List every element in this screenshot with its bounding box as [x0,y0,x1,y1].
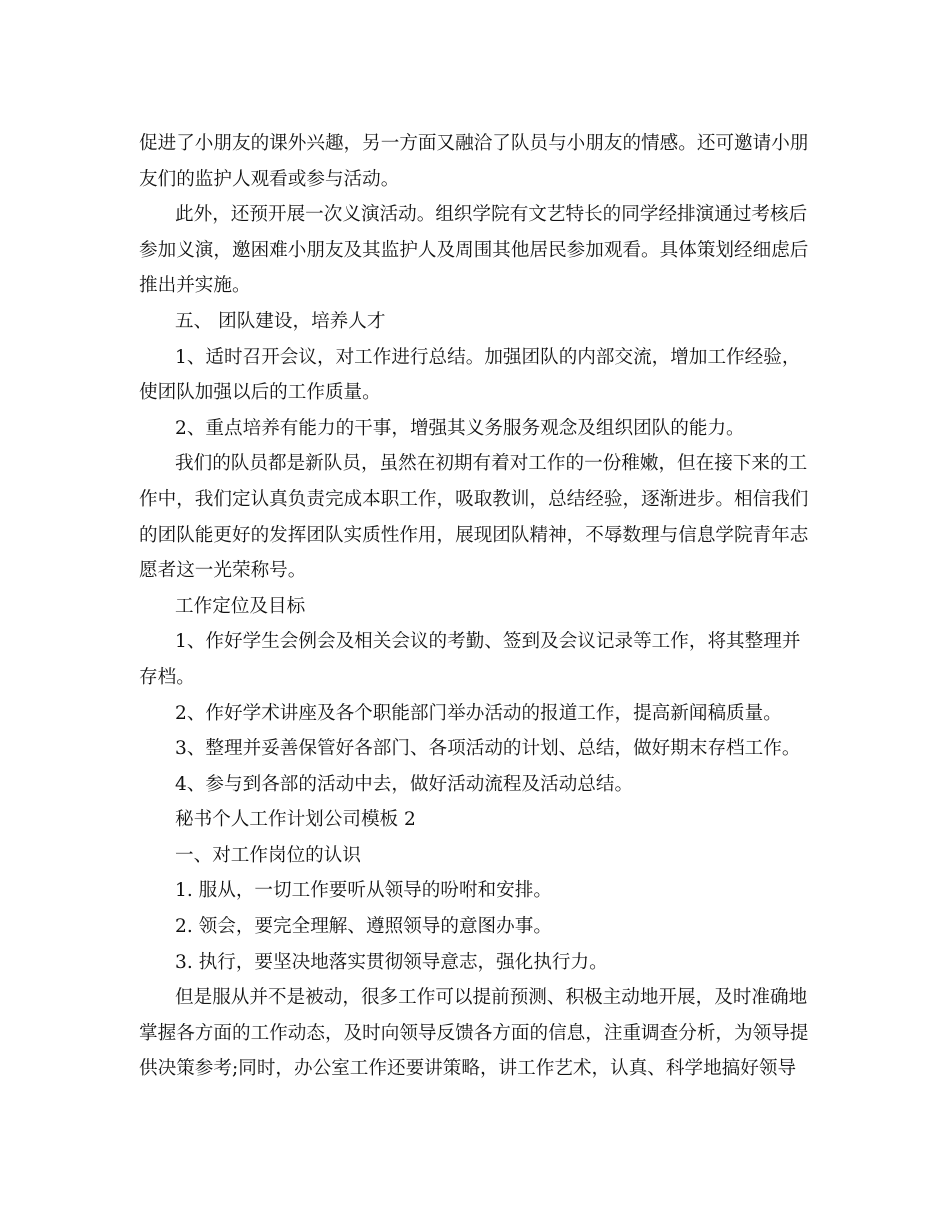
paragraph-line: 使团队加强以后的工作质量。 [139,382,381,404]
section-heading: 五、 团队建设，培养人才 [175,310,386,332]
document-body [139,126,819,1087]
section-heading: 一、对工作岗位的认识 [175,844,361,866]
paragraph-line: 2、重点培养有能力的干事，增强其义务服务观念及组织团队的能力。 [175,417,745,439]
paragraph-line: 推出并实施。 [139,275,251,297]
section-heading: 工作定位及目标 [175,595,306,617]
paragraph-line: 3. 执行，要坚决地落实贯彻领导意志，强化执行力。 [175,951,608,973]
paragraph-line: 2、作好学术讲座及各个职能部门举办活动的报道工作，提高新闻稿质量。 [175,702,782,724]
paragraph-line: 存档。 [139,666,195,688]
paragraph-line: 的团队能更好的发挥团队实质性作用，展现团队精神，不辱数理与信息学院青年志 [139,524,809,546]
paragraph-line: 供决策参考;同时，办公室工作还要讲策略，讲工作艺术，认真、科学地搞好领导 [139,1058,797,1080]
paragraph-line: 此外，还预开展一次义演活动。组织学院有文艺特长的同学经排演通过考核后 [175,204,808,226]
paragraph-line: 4、参与到各部的活动中去，做好活动流程及活动总结。 [175,773,634,795]
paragraph-line: 愿者这一光荣称号。 [139,560,307,582]
paragraph-line: 1、适时召开会议，对工作进行总结。加强团队的内部交流，增加工作经验， [175,346,801,368]
paragraph-line: 作中，我们定认真负责完成本职工作，吸取教训，总结经验，逐渐进步。相信我们 [139,488,809,510]
paragraph-line: 友们的监护人观看或参与活动。 [139,168,400,190]
paragraph-line: 1. 服从，一切工作要听从领导的吩咐和安排。 [175,880,552,902]
paragraph-line: 1、作好学生会例会及相关会议的考勤、签到及会议记录等工作，将其整理并 [175,631,801,653]
paragraph-line: 但是服从并不是被动，很多工作可以提前预测、积极主动地开展，及时准确地 [175,987,808,1009]
paragraph-line: 2. 领会，要完全理解、遵照领导的意图办事。 [175,916,552,938]
paragraph-line: 3、整理并妥善保管好各部门、各项活动的计划、总结，做好期末存档工作。 [175,738,801,760]
paragraph-line: 掌握各方面的工作动态，及时向领导反馈各方面的信息，注重调查分析，为领导提 [139,1022,809,1044]
paragraph-line: 促进了小朋友的课外兴趣，另一方面又融洽了队员与小朋友的情感。还可邀请小朋 [139,133,809,154]
paragraph-line: 参加义演，邀困难小朋友及其监护人及周围其他居民参加观看。具体策划经细虑后 [139,239,809,261]
section-heading: 秘书个人工作计划公司模板 2 [175,809,416,831]
paragraph-line: 我们的队员都是新队员，虽然在初期有着对工作的一份稚嫩，但在接下来的工 [175,453,808,475]
